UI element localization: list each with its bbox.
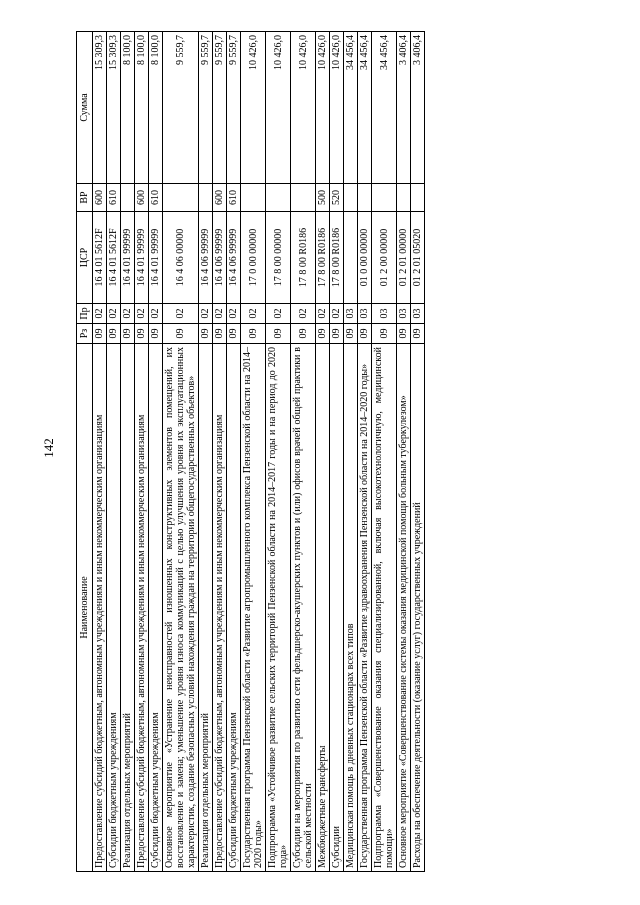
cell-sum: 10 426,0 xyxy=(330,32,344,184)
cell-rz: 09 xyxy=(411,324,425,344)
table-row xyxy=(199,32,213,872)
cell-vr xyxy=(241,184,266,212)
cell-csr: 17 8 00 R0186 xyxy=(330,212,344,304)
cell-pr: 02 xyxy=(266,304,291,324)
header-sum: Сумма xyxy=(77,32,93,184)
table-row xyxy=(330,32,344,872)
cell-pr: 02 xyxy=(163,304,199,324)
cell-csr: 01 2 01 00000 xyxy=(397,212,411,304)
cell-pr: 03 xyxy=(372,304,397,324)
cell-vr: 610 xyxy=(149,184,163,212)
cell-name: Медицинская помощь в дневных стационарах всех типов xyxy=(344,344,358,872)
cell-pr: 02 xyxy=(199,304,213,324)
cell-rz: 09 xyxy=(107,324,121,344)
cell-rz: 09 xyxy=(316,324,330,344)
cell-name: Предоставление субсидий бюджетным, автономным учреждениям и иным некоммерческим организациям xyxy=(135,344,149,872)
cell-csr: 17 8 00 R0186 xyxy=(291,212,316,304)
cell-name: Предоставление субсидий бюджетным, автономным учреждениям и иным некоммерческим организациям xyxy=(93,344,107,872)
table-row xyxy=(121,32,135,872)
cell-pr: 02 xyxy=(227,304,241,324)
cell-rz: 09 xyxy=(199,324,213,344)
cell-csr: 17 8 00 00000 xyxy=(266,212,291,304)
cell-csr: 16 4 01 99999 xyxy=(121,212,135,304)
cell-csr xyxy=(344,212,358,304)
cell-vr xyxy=(199,184,213,212)
cell-csr: 01 2 01 05020 xyxy=(411,212,425,304)
cell-rz: 09 xyxy=(372,324,397,344)
table-row xyxy=(227,32,241,872)
cell-vr: 520 xyxy=(330,184,344,212)
cell-csr: 01 2 00 00000 xyxy=(372,212,397,304)
header-rz: Рз xyxy=(77,324,93,344)
table-row xyxy=(241,32,266,872)
cell-rz: 09 xyxy=(135,324,149,344)
cell-pr: 03 xyxy=(344,304,358,324)
cell-pr: 02 xyxy=(316,304,330,324)
table-row xyxy=(411,32,425,872)
header-name: Наименование xyxy=(77,344,93,872)
cell-csr: 16 4 06 00000 xyxy=(163,212,199,304)
cell-vr xyxy=(291,184,316,212)
cell-name: Основное мероприятие «Совершенствование системы оказания медицинской помощи больным туберкулезом» xyxy=(397,344,411,872)
cell-sum: 3 406,4 xyxy=(411,32,425,184)
cell-sum: 10 426,0 xyxy=(316,32,330,184)
cell-name: Подпрограмма «Совершенствование оказания специализированной, включая высокотехнологичную, медицинской помощи» xyxy=(372,344,397,872)
cell-pr: 02 xyxy=(149,304,163,324)
table-row xyxy=(213,32,227,872)
cell-vr xyxy=(266,184,291,212)
cell-name: Субсидии xyxy=(330,344,344,872)
header-vr: ВР xyxy=(77,184,93,212)
cell-csr: 16 4 06 99999 xyxy=(213,212,227,304)
cell-name: Расходы на обеспечение деятельности (оказание услуг) государственных учреждений xyxy=(411,344,425,872)
cell-vr xyxy=(397,184,411,212)
cell-pr: 02 xyxy=(121,304,135,324)
cell-sum: 3 406,4 xyxy=(397,32,411,184)
table-row xyxy=(358,32,372,872)
cell-csr: 16 4 01 99999 xyxy=(149,212,163,304)
cell-pr: 02 xyxy=(93,304,107,324)
cell-csr: 17 8 00 R0186 xyxy=(316,212,330,304)
cell-sum: 15 309,3 xyxy=(107,32,121,184)
cell-rz: 09 xyxy=(121,324,135,344)
cell-sum: 34 456,4 xyxy=(344,32,358,184)
cell-name: Реализация отдельных мероприятий xyxy=(199,344,213,872)
cell-csr: 16 4 06 99999 xyxy=(227,212,241,304)
cell-sum: 8 100,0 xyxy=(149,32,163,184)
cell-rz: 09 xyxy=(397,324,411,344)
table-row xyxy=(316,32,330,872)
cell-vr xyxy=(411,184,425,212)
cell-rz: 09 xyxy=(149,324,163,344)
cell-vr xyxy=(344,184,358,212)
cell-vr xyxy=(372,184,397,212)
cell-name: Субсидии на мероприятия по развитию сети фельдшерско-акушерских пунктов и (или) офисов врачей общей практики в сельской местности xyxy=(291,344,316,872)
cell-csr: 17 0 00 00000 xyxy=(241,212,266,304)
cell-csr: 16 4 01 99999 xyxy=(135,212,149,304)
cell-name: Подпрограмма «Устойчивое развитие сельских территорий Пензенской области на 2014–2017 годы и на период до 2020 года» xyxy=(266,344,291,872)
cell-sum: 8 100,0 xyxy=(135,32,149,184)
cell-pr: 02 xyxy=(330,304,344,324)
cell-sum: 34 456,4 xyxy=(358,32,372,184)
table-row xyxy=(397,32,411,872)
cell-csr: 01 0 00 00000 xyxy=(358,212,372,304)
cell-name: Межбюджетные трансферты xyxy=(316,344,330,872)
cell-rz: 09 xyxy=(358,324,372,344)
cell-name: Субсидии бюджетным учреждениям xyxy=(227,344,241,872)
cell-vr: 610 xyxy=(107,184,121,212)
cell-sum: 9 559,7 xyxy=(163,32,199,184)
table-row xyxy=(291,32,316,872)
cell-sum: 15 309,3 xyxy=(93,32,107,184)
cell-csr: 16 4 01 5612F xyxy=(107,212,121,304)
cell-vr xyxy=(121,184,135,212)
cell-rz: 09 xyxy=(291,324,316,344)
cell-name: Государственная программа Пензенской области «Развитие здравоохранения Пензенской области на 2014–2020 годы» xyxy=(358,344,372,872)
cell-rz: 09 xyxy=(163,324,199,344)
cell-csr: 16 4 06 99999 xyxy=(199,212,213,304)
cell-rz: 09 xyxy=(241,324,266,344)
rotated-page-content xyxy=(76,32,560,872)
header-csr: ЦСР xyxy=(77,212,93,304)
cell-rz: 09 xyxy=(266,324,291,344)
cell-sum: 34 456,4 xyxy=(372,32,397,184)
cell-name: Государственная программа Пензенской области «Развитие агропромышленного комплекса Пензенской области на 2014–2020 годы» xyxy=(241,344,266,872)
cell-rz: 09 xyxy=(213,324,227,344)
table-row xyxy=(266,32,291,872)
cell-rz: 09 xyxy=(330,324,344,344)
cell-vr: 500 xyxy=(316,184,330,212)
cell-pr: 03 xyxy=(411,304,425,324)
cell-pr: 03 xyxy=(397,304,411,324)
cell-pr: 02 xyxy=(241,304,266,324)
cell-sum: 9 559,7 xyxy=(213,32,227,184)
cell-name: Субсидии бюджетным учреждениям xyxy=(107,344,121,872)
cell-name: Реализация отдельных мероприятий xyxy=(121,344,135,872)
cell-vr: 600 xyxy=(135,184,149,212)
cell-sum: 8 100,0 xyxy=(121,32,135,184)
cell-name: Основное мероприятие «Устранение неисправностей изношенных конструктивных элементов помещений, их восстановление и замена; уменьшение уровня износа коммуникаций с целью улучшения уровня их эксплуатационных характеристик, создание безопасных условий нахождения граждан на территории общегосударственных объектов» xyxy=(163,344,199,872)
budget-table xyxy=(76,31,425,872)
cell-name: Субсидии бюджетным учреждениям xyxy=(149,344,163,872)
cell-name: Предоставление субсидий бюджетным, автономным учреждениям и иным некоммерческим организациям xyxy=(213,344,227,872)
table-row xyxy=(372,32,397,872)
cell-vr: 600 xyxy=(93,184,107,212)
table-row xyxy=(149,32,163,872)
cell-sum: 10 426,0 xyxy=(241,32,266,184)
table-header-row xyxy=(77,32,93,872)
cell-vr xyxy=(163,184,199,212)
cell-sum: 9 559,7 xyxy=(227,32,241,184)
cell-rz: 09 xyxy=(344,324,358,344)
cell-rz: 09 xyxy=(93,324,107,344)
cell-sum: 10 426,0 xyxy=(266,32,291,184)
page-number: 142 xyxy=(41,438,56,458)
cell-pr: 02 xyxy=(135,304,149,324)
cell-pr: 03 xyxy=(358,304,372,324)
cell-pr: 02 xyxy=(107,304,121,324)
table-row xyxy=(93,32,107,872)
cell-pr: 02 xyxy=(213,304,227,324)
cell-vr: 610 xyxy=(227,184,241,212)
cell-sum: 10 426,0 xyxy=(291,32,316,184)
cell-sum: 9 559,7 xyxy=(199,32,213,184)
table-row xyxy=(135,32,149,872)
table-row xyxy=(344,32,358,872)
cell-vr: 600 xyxy=(213,184,227,212)
cell-vr xyxy=(358,184,372,212)
table-row xyxy=(163,32,199,872)
cell-pr: 02 xyxy=(291,304,316,324)
cell-rz: 09 xyxy=(227,324,241,344)
cell-csr: 16 4 01 5612F xyxy=(93,212,107,304)
header-pr: Пр xyxy=(77,304,93,324)
table-row xyxy=(107,32,121,872)
